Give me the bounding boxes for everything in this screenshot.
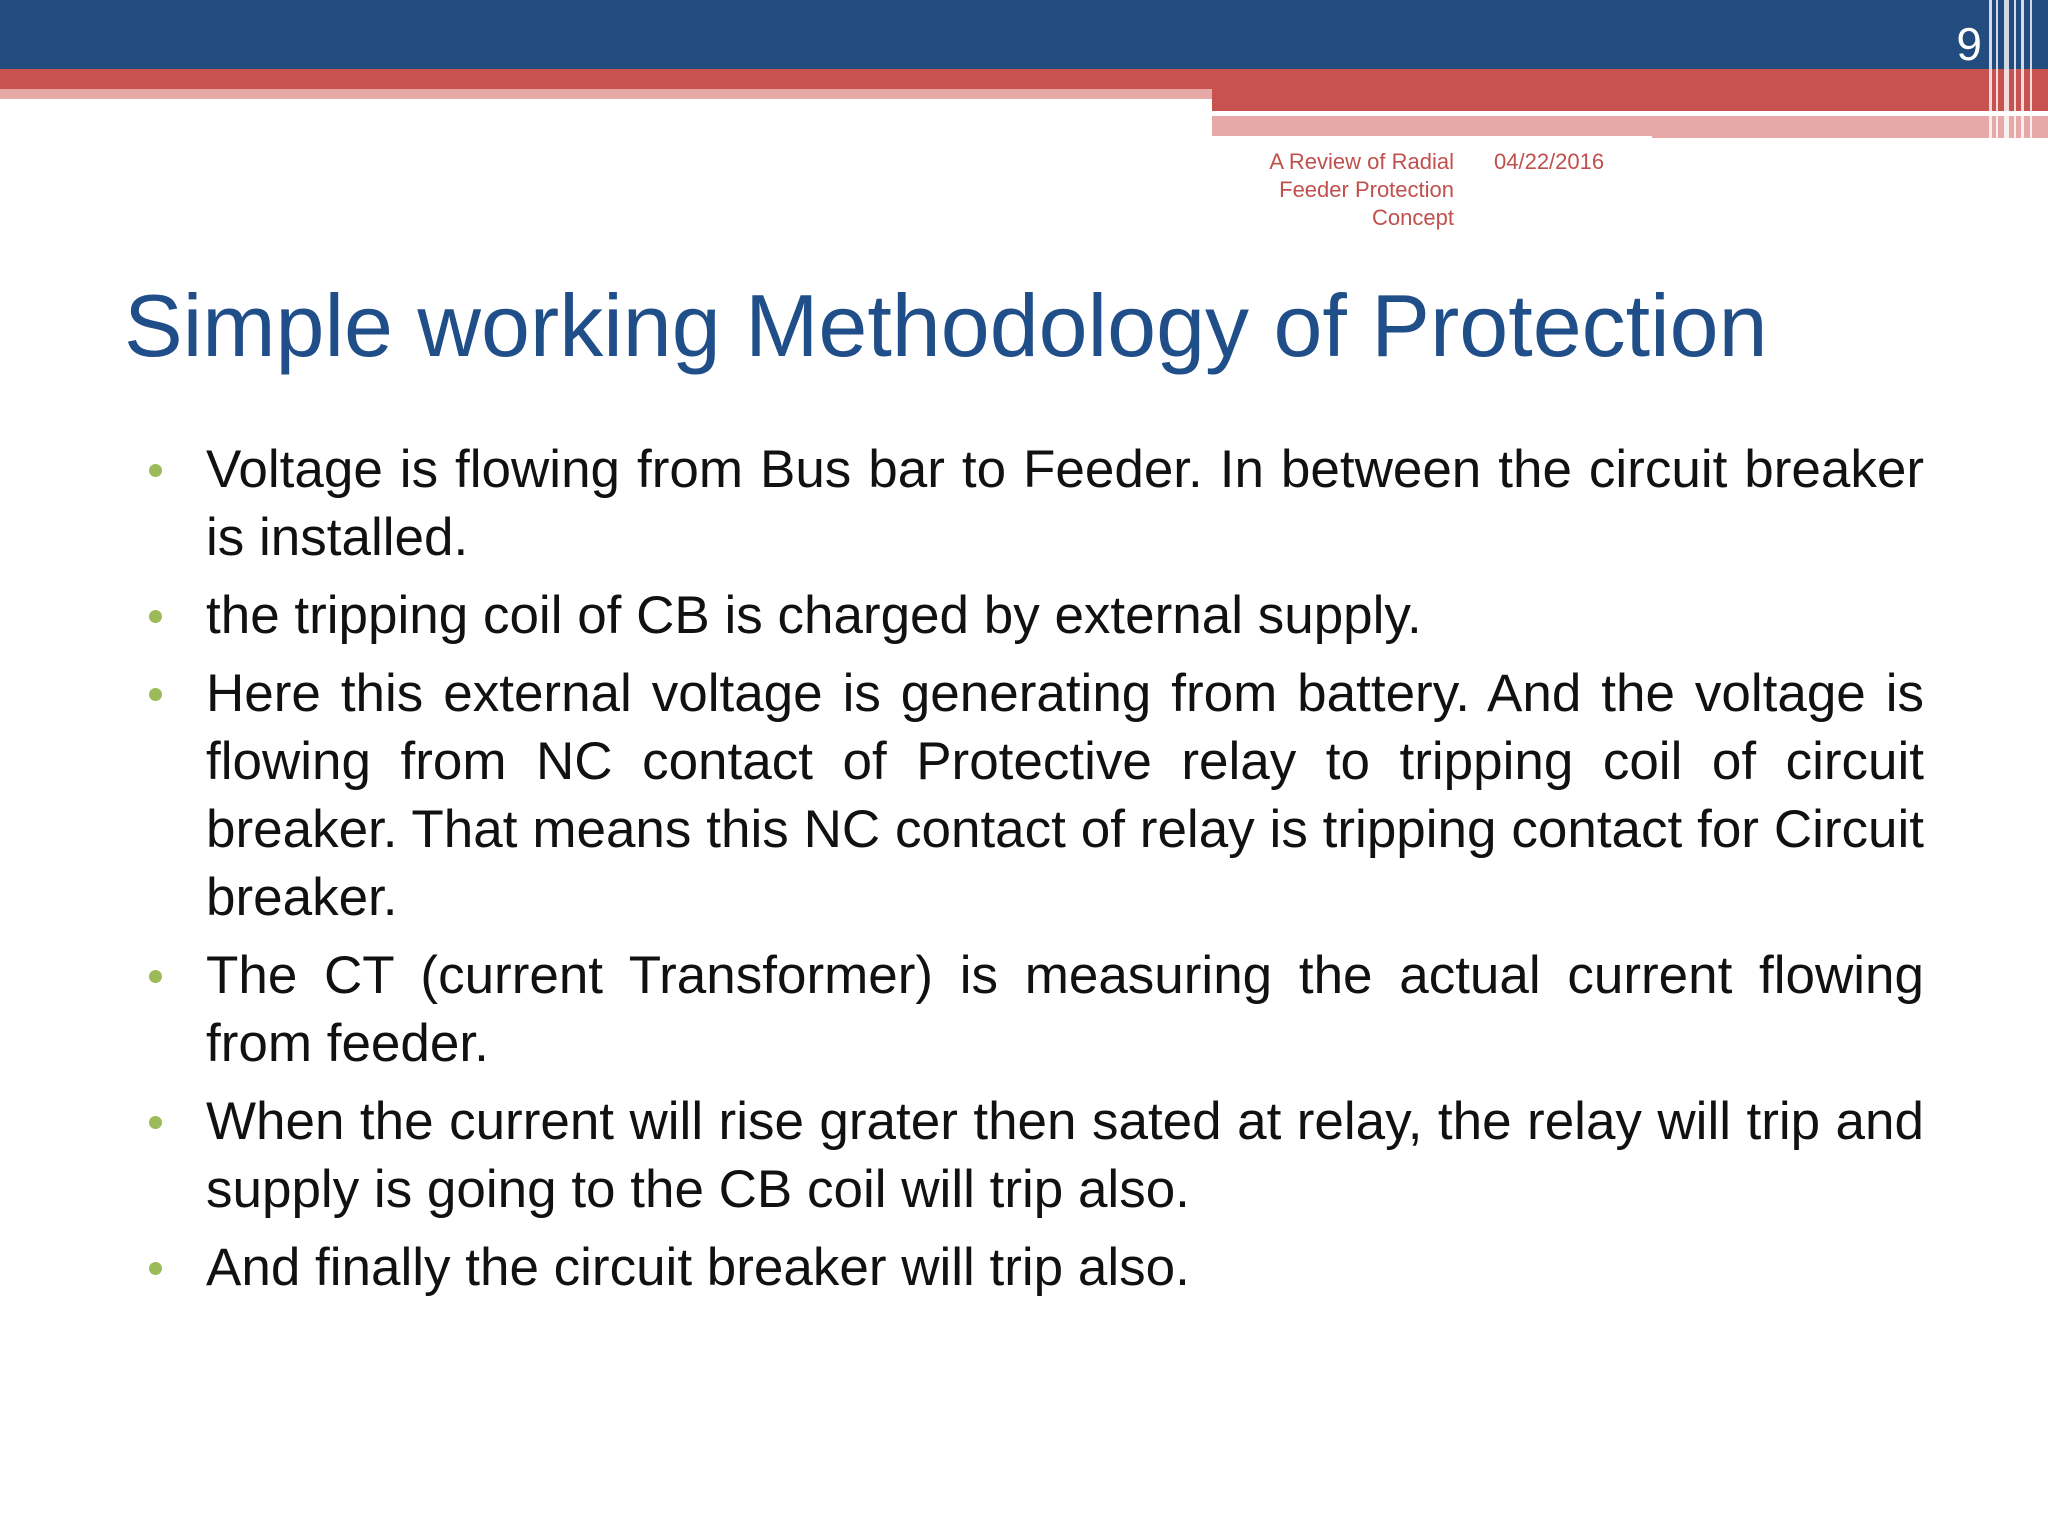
bullet-icon: [149, 464, 162, 477]
header-red-band-right: [1212, 69, 2048, 111]
header-stripe: [1989, 0, 1992, 138]
header-blue-band: [0, 0, 2048, 69]
bullet-item: [140, 582, 1924, 650]
bullet-item: [140, 942, 1924, 1078]
slide-number: 9: [1956, 18, 1982, 70]
footer-title: A Review of Radial Feeder Protection Concept: [1269, 149, 1454, 230]
bullet-item: [140, 660, 1924, 932]
slide-title: Simple working Methodology of Protection: [124, 276, 1768, 375]
bullet-text: Here this external voltage is generating from battery. And the voltage is flowing from NC contact of Protective relay to tripping coil of circuit breaker. That means this NC contact of relay is tripping contact for Circuit breaker.: [206, 664, 1924, 927]
bullet-item: [140, 1088, 1924, 1224]
header-red-band-left: [0, 69, 1212, 89]
bullet-icon: [149, 1262, 162, 1275]
header-stripe: [2030, 0, 2032, 138]
header-pink-band-left: [0, 89, 1212, 99]
bullet-icon: [149, 610, 162, 623]
footer-date: 04/22/2016: [1494, 149, 1605, 174]
bullet-text: the tripping coil of CB is charged by external supply.: [206, 586, 1422, 645]
bullet-list: [140, 436, 1924, 1312]
bullet-icon: [149, 1116, 162, 1129]
header-stripe: [2021, 0, 2024, 138]
header-stripe: [2004, 0, 2009, 138]
header-stripe: [1996, 0, 1998, 138]
header-stripe: [2014, 0, 2016, 138]
bullet-icon: [149, 970, 162, 983]
bullet-text: And finally the circuit breaker will trip also.: [206, 1238, 1190, 1297]
bullet-icon: [149, 688, 162, 701]
bullet-text: The CT (current Transformer) is measuring the actual current flowing from feeder.: [206, 946, 1924, 1073]
bullet-text: Voltage is flowing from Bus bar to Feeder. In between the circuit breaker is installed.: [206, 440, 1924, 567]
bullet-item: [140, 436, 1924, 572]
bullet-text: When the current will rise grater then sated at relay, the relay will trip and supply is going to the CB coil will trip also.: [206, 1092, 1924, 1219]
bullet-item: [140, 1234, 1924, 1302]
